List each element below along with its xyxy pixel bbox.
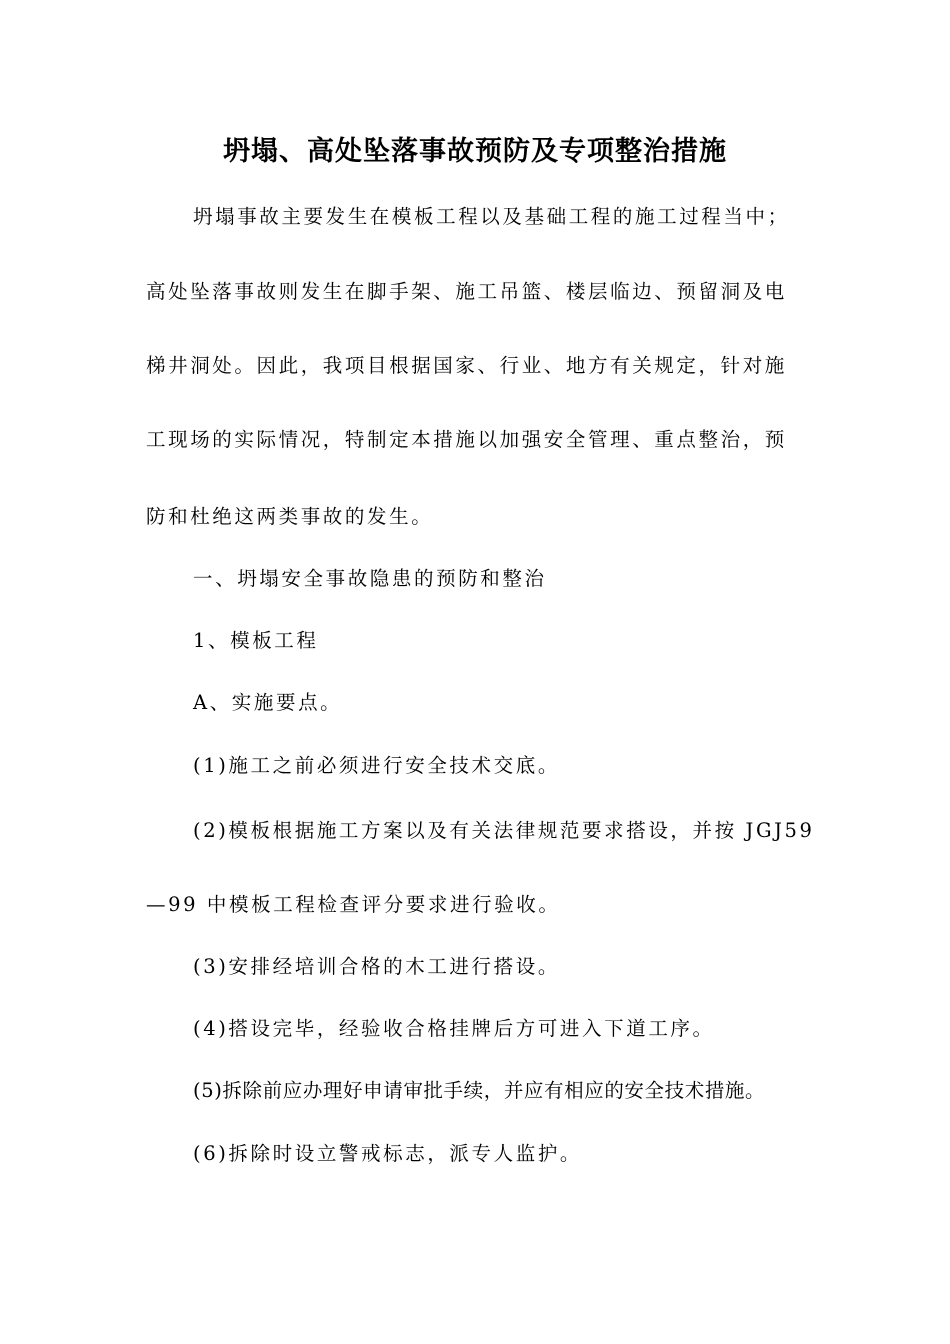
intro-line-3: 梯井洞处。因此，我项目根据国家、行业、地方有关规定，针对施 (146, 354, 787, 377)
list-item-continuation: —99 中模板工程检查评分要求进行验收。 (146, 893, 561, 916)
section-heading: 一、坍塌安全事故隐患的预防和整治 (193, 567, 547, 590)
subsection-heading: 1、模板工程 (193, 629, 319, 652)
list-item: (4)搭设完毕，经验收合格挂牌后方可进入下道工序。 (193, 1017, 715, 1040)
list-item: (5)拆除前应办理好申请审批手续，并应有相应的安全技术措施。 (193, 1079, 766, 1102)
intro-line-5: 防和杜绝这两类事故的发生。 (146, 505, 434, 528)
list-item: (1)施工之前必须进行安全技术交底。 (193, 754, 560, 777)
list-item: (2)模板根据施工方案以及有关法律规范要求搭设，并按 JGJ59 (193, 819, 815, 842)
intro-line-2: 高处坠落事故则发生在脚手架、施工吊篮、楼层临边、预留洞及电 (146, 280, 787, 303)
list-item: (3)安排经培训合格的木工进行搭设。 (193, 955, 560, 978)
point-heading: A、实施要点。 (193, 691, 343, 714)
intro-line-4: 工现场的实际情况，特制定本措施以加强安全管理、重点整治，预 (146, 428, 787, 451)
intro-line-1: 坍塌事故主要发生在模板工程以及基础工程的施工过程当中； (193, 205, 790, 228)
document-title: 坍塌、高处坠落事故预防及专项整治措施 (223, 136, 727, 167)
list-item: (6)拆除时设立警戒标志，派专人监护。 (193, 1142, 583, 1165)
